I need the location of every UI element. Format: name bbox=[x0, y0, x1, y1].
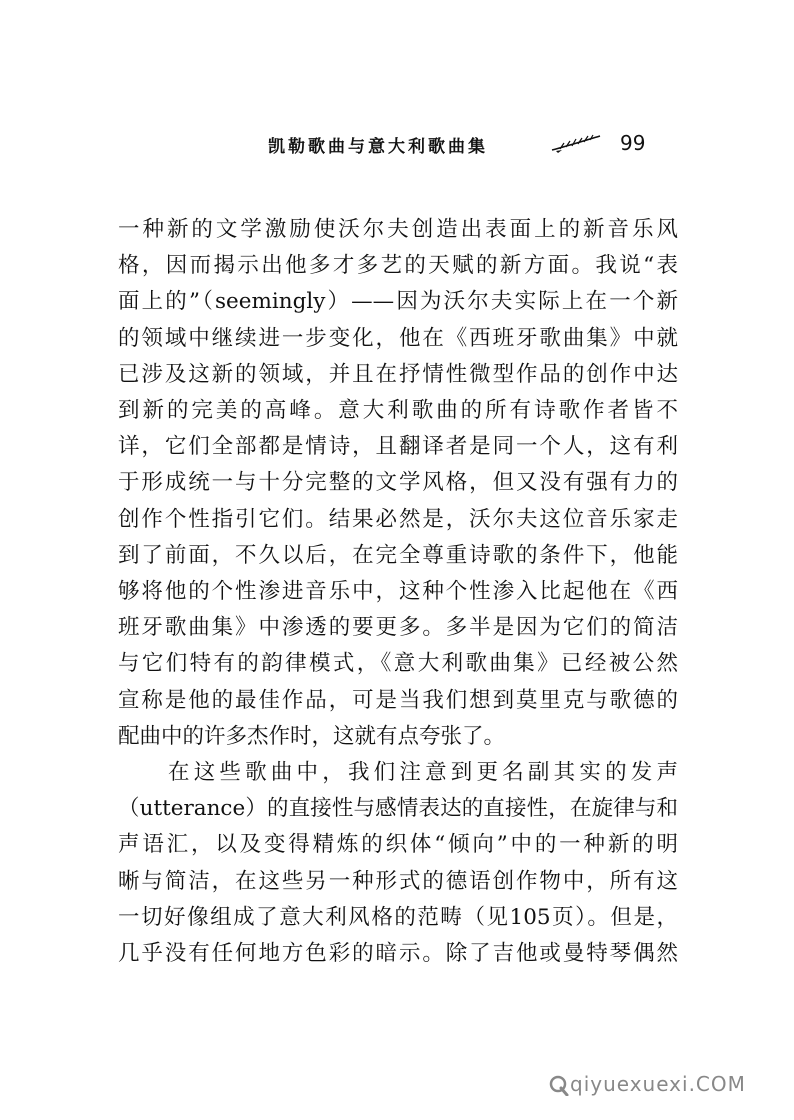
text-line: 配曲中的许多杰作时，这就有点夸张了。 bbox=[118, 723, 506, 749]
site-watermark bbox=[548, 1072, 758, 1102]
text-line: 创作个性指引它们。结果必然是，沃尔夫这位音乐家走 bbox=[118, 506, 678, 532]
text-line: 已涉及这新的领域，并且在抒情性微型作品的创作中达 bbox=[118, 361, 678, 387]
page-number: 99 bbox=[620, 131, 646, 155]
text-line: 面上的”（seemingly）——因为沃尔夫实际上在一个新 bbox=[118, 289, 678, 315]
text-line: 够将他的个性渗进音乐中，这种个性渗入比起他在《西 bbox=[118, 579, 678, 604]
running-title: 凯勒歌曲与意大利歌曲集 bbox=[268, 137, 488, 157]
text-line: 声语汇，以及变得精炼的织体“倾向”中的一种新的明 bbox=[118, 832, 678, 858]
quill-icon bbox=[550, 134, 602, 154]
text-line: 班牙歌曲集》中渗透的要更多。多半是因为它们的简洁 bbox=[118, 615, 678, 641]
text-line: 一种新的文学激励使沃尔夫创造出表面上的新音乐风 bbox=[118, 217, 678, 242]
watermark-text: qiyuexuexi.COM bbox=[570, 1072, 746, 1096]
text-line: 晰与简洁，在这些另一种形式的德语创作物中，所有这 bbox=[118, 868, 678, 894]
text-line: 与它们特有的韵律模式，《意大利歌曲集》已经被公然 bbox=[118, 651, 678, 677]
q-logo-icon bbox=[548, 1074, 570, 1096]
text-line: 在这些歌曲中，我们注意到更名副其实的发声 bbox=[168, 760, 678, 785]
text-line: 宣称是他的最佳作品，可是当我们想到莫里克与歌德的 bbox=[118, 687, 678, 713]
text-line: （utterance）的直接性与感情表达的直接性，在旋律与和 bbox=[118, 796, 678, 822]
text-line: 于形成统一与十分完整的文学风格，但又没有强有力的 bbox=[118, 470, 678, 496]
text-line: 到了前面，不久以后，在完全尊重诗歌的条件下，他能 bbox=[118, 542, 678, 568]
text-line: 到新的完美的高峰。意大利歌曲的所有诗歌作者皆不 bbox=[118, 398, 678, 423]
text-line: 的领域中继续进一步变化，他在《西班牙歌曲集》中就 bbox=[118, 325, 678, 351]
running-header bbox=[0, 130, 794, 160]
text-line: 格，因而揭示出他多才多艺的天赋的新方面。我说“表 bbox=[118, 253, 678, 279]
text-line: 几乎没有任何地方色彩的暗示。除了吉他或曼特琴偶然 bbox=[118, 941, 678, 966]
text-line: 详，它们全部都是情诗，且翻译者是同一个人，这有利 bbox=[118, 434, 678, 460]
text-line: 一切好像组成了意大利风格的范畴（见105页）。但是， bbox=[118, 904, 678, 930]
